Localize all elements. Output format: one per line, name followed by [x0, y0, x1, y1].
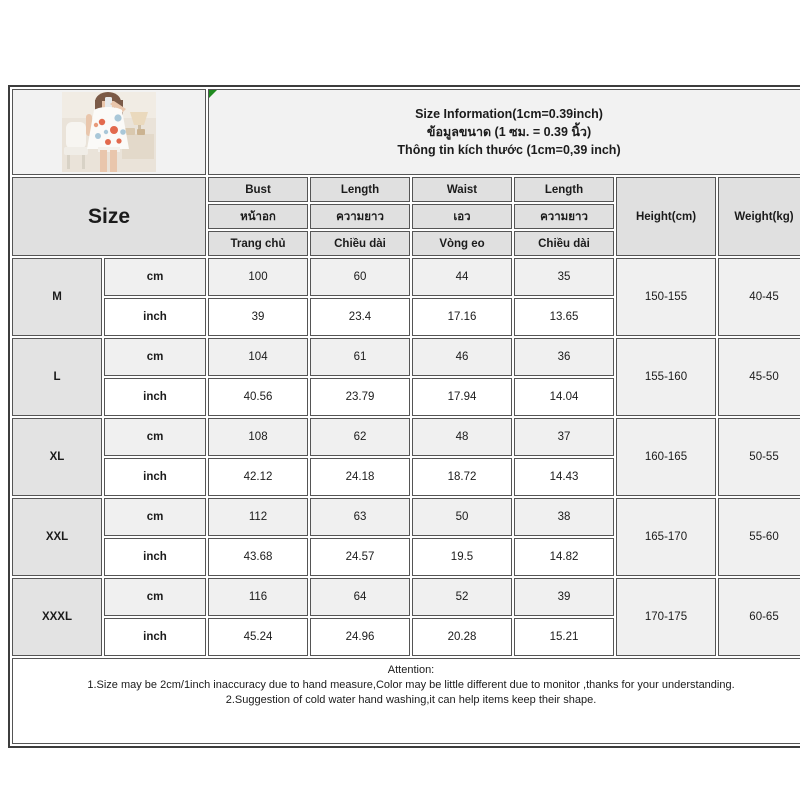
col-header-length-vi: Chiều dài: [310, 231, 410, 256]
product-image-cell: [12, 89, 206, 175]
size-name-cell: XXXL: [12, 578, 102, 656]
measure-inch-cell: 14.82: [514, 538, 614, 576]
unit-inch-cell: inch: [104, 378, 206, 416]
measure-inch-cell: 40.56: [208, 378, 308, 416]
unit-cm-cell: cm: [104, 258, 206, 296]
unit-cm-cell: cm: [104, 338, 206, 376]
weight-range-cell: 60-65: [718, 578, 800, 656]
weight-range-cell: 50-55: [718, 418, 800, 496]
col-header-length2-vi: Chiều dài: [514, 231, 614, 256]
title-line-th: ข้อมูลขนาด (1 ซม. = 0.39 นิ้ว): [426, 125, 592, 139]
size-row-cm: [12, 258, 800, 296]
size-name-cell: XXL: [12, 498, 102, 576]
size-row-cm: [12, 418, 800, 456]
height-range-cell: 155-160: [616, 338, 716, 416]
weight-range-cell: 45-50: [718, 338, 800, 416]
col-header-bust-th: หน้าอก: [208, 204, 308, 229]
column-header-row-en: [12, 177, 800, 202]
measure-inch-cell: 24.18: [310, 458, 410, 496]
measure-cm-cell: 100: [208, 258, 308, 296]
size-header-cell: Size: [12, 177, 206, 256]
col-header-length2-en: Length: [514, 177, 614, 202]
unit-cm-cell: cm: [104, 418, 206, 456]
corner-flag-icon: [209, 90, 217, 98]
unit-cm-cell: cm: [104, 498, 206, 536]
measure-inch-cell: 18.72: [412, 458, 512, 496]
height-range-cell: 165-170: [616, 498, 716, 576]
measure-inch-cell: 19.5: [412, 538, 512, 576]
measure-cm-cell: 36: [514, 338, 614, 376]
measure-cm-cell: 52: [412, 578, 512, 616]
title-line-en: Size Information(1cm=0.39inch): [415, 107, 603, 121]
measure-cm-cell: 61: [310, 338, 410, 376]
col-header-waist-en: Waist: [412, 177, 512, 202]
col-header-height: Height(cm): [616, 177, 716, 256]
measure-cm-cell: 44: [412, 258, 512, 296]
col-header-weight: Weight(kg): [718, 177, 800, 256]
col-header-waist-vi: Vòng eo: [412, 231, 512, 256]
measure-cm-cell: 37: [514, 418, 614, 456]
measure-inch-cell: 24.57: [310, 538, 410, 576]
height-range-cell: 160-165: [616, 418, 716, 496]
measure-inch-cell: 42.12: [208, 458, 308, 496]
measure-cm-cell: 62: [310, 418, 410, 456]
measure-cm-cell: 46: [412, 338, 512, 376]
footer-section: [12, 658, 800, 744]
attention-heading: Attention:: [387, 664, 435, 676]
height-range-cell: 170-175: [616, 578, 716, 656]
unit-cm-cell: cm: [104, 578, 206, 616]
measure-cm-cell: 108: [208, 418, 308, 456]
measure-inch-cell: 23.4: [310, 298, 410, 336]
measure-cm-cell: 112: [208, 498, 308, 536]
measure-cm-cell: 64: [310, 578, 410, 616]
size-row-cm: [12, 498, 800, 536]
unit-inch-cell: inch: [104, 298, 206, 336]
measure-inch-cell: 39: [208, 298, 308, 336]
product-photo-illustration: [62, 92, 156, 172]
measure-inch-cell: 17.16: [412, 298, 512, 336]
height-range-cell: 150-155: [616, 258, 716, 336]
measure-inch-cell: 24.96: [310, 618, 410, 656]
measure-inch-cell: 14.43: [514, 458, 614, 496]
col-header-length-th: ความยาว: [310, 204, 410, 229]
measure-inch-cell: 17.94: [412, 378, 512, 416]
attention-line-2: 2.Suggestion of cold water hand washing,it can help items keep their shape.: [225, 694, 597, 706]
unit-inch-cell: inch: [104, 458, 206, 496]
measure-cm-cell: 60: [310, 258, 410, 296]
measure-inch-cell: 20.28: [412, 618, 512, 656]
measure-inch-cell: 13.65: [514, 298, 614, 336]
measure-cm-cell: 104: [208, 338, 308, 376]
measure-cm-cell: 48: [412, 418, 512, 456]
size-name-cell: XL: [12, 418, 102, 496]
attention-line-1: 1.Size may be 2cm/1inch inaccuracy due to hand measure,Color may be little different due to monitor ,thanks for your understanding.: [87, 679, 735, 691]
measure-cm-cell: 39: [514, 578, 614, 616]
measure-inch-cell: 14.04: [514, 378, 614, 416]
attention-cell: [12, 658, 800, 744]
size-name-cell: M: [12, 258, 102, 336]
measure-cm-cell: 63: [310, 498, 410, 536]
measure-inch-cell: 43.68: [208, 538, 308, 576]
attention-row: [12, 658, 800, 744]
unit-inch-cell: inch: [104, 618, 206, 656]
measure-cm-cell: 116: [208, 578, 308, 616]
measure-inch-cell: 23.79: [310, 378, 410, 416]
weight-range-cell: 55-60: [718, 498, 800, 576]
col-header-bust-vi: Trang chủ: [208, 231, 308, 256]
col-header-bust-en: Bust: [208, 177, 308, 202]
measure-inch-cell: 45.24: [208, 618, 308, 656]
size-info-title-cell: [208, 89, 800, 175]
measure-inch-cell: 15.21: [514, 618, 614, 656]
measure-cm-cell: 38: [514, 498, 614, 536]
col-header-length2-th: ความยาว: [514, 204, 614, 229]
top-row: [12, 89, 800, 175]
weight-range-cell: 40-45: [718, 258, 800, 336]
header-section: [12, 89, 800, 256]
size-name-cell: L: [12, 338, 102, 416]
measure-cm-cell: 35: [514, 258, 614, 296]
size-chart-table: [8, 85, 800, 748]
unit-inch-cell: inch: [104, 538, 206, 576]
title-line-vi: Thông tin kích thước (1cm=0,39 inch): [397, 143, 621, 157]
size-row-cm: [12, 338, 800, 376]
size-row-cm: [12, 578, 800, 616]
size-chart: [8, 85, 800, 748]
col-header-waist-th: เอว: [412, 204, 512, 229]
size-rows: [12, 258, 800, 656]
measure-cm-cell: 50: [412, 498, 512, 536]
col-header-length-en: Length: [310, 177, 410, 202]
